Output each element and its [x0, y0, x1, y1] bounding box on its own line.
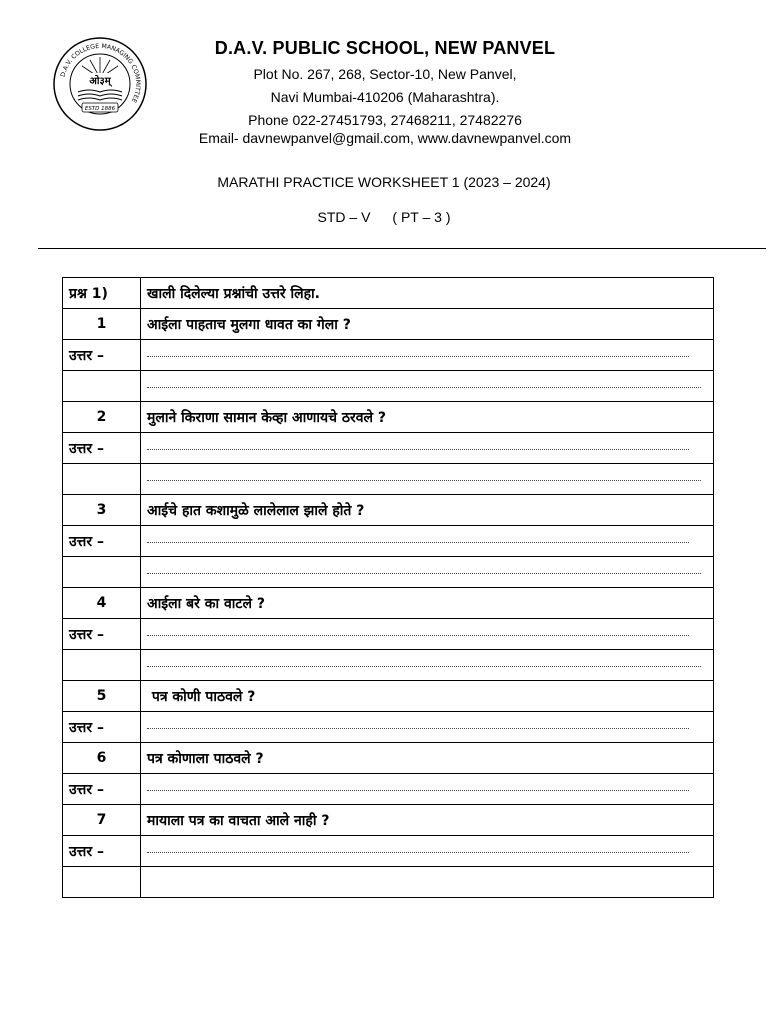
answer-line[interactable]: [141, 433, 714, 464]
answer-row: [63, 433, 714, 464]
dav-emblem-icon: [52, 36, 148, 132]
school-name: D.A.V. PUBLIC SCHOOL, NEW PANVEL: [214, 38, 556, 58]
empty-cell: [63, 867, 141, 898]
question-text: पत्र कोणी पाठवले ?: [141, 681, 714, 712]
answer-line[interactable]: [141, 371, 714, 402]
answer-row-extra: [63, 650, 714, 681]
empty-cell: [63, 371, 141, 402]
question-section-instruction: खाली दिलेल्या प्रश्नांची उत्तरे लिहा.: [141, 278, 714, 309]
question-text: मुलाने किराणा सामान केव्हा आणायचे ठरवले ?: [141, 402, 714, 433]
table-heading-row: [63, 278, 714, 309]
answer-line[interactable]: [141, 464, 714, 495]
question-row: [63, 402, 714, 433]
empty-cell: [63, 464, 141, 495]
logo-estd: ESTD 1886: [84, 106, 116, 112]
answer-label: उत्तर –: [63, 836, 141, 867]
email-line: Email- davnewpanvel@gmail.com, www.davnewpanvel.com: [198, 130, 572, 146]
question-table: [62, 277, 714, 898]
question-text: मायाला पत्र का वाचता आले नाही ?: [141, 805, 714, 836]
answer-row: [63, 619, 714, 650]
empty-cell: [63, 650, 141, 681]
answer-row-extra: [63, 371, 714, 402]
answer-row: [63, 774, 714, 805]
address-line-1: Plot No. 267, 268, Sector-10, New Panvel,: [253, 66, 517, 82]
answer-line[interactable]: [141, 340, 714, 371]
question-number: 3: [63, 495, 141, 526]
answer-line[interactable]: [141, 619, 714, 650]
question-row: [63, 588, 714, 619]
std-label: STD – V: [317, 209, 371, 225]
empty-cell: [141, 867, 714, 898]
address-line-2: Navi Mumbai-410206 (Maharashtra).: [270, 89, 500, 105]
question-section-label: प्रश्न 1): [63, 278, 141, 309]
answer-label: उत्तर –: [63, 433, 141, 464]
answer-row: [63, 526, 714, 557]
answer-row-extra: [63, 557, 714, 588]
pt-label: ( PT – 3 ): [392, 209, 451, 225]
answer-line[interactable]: [141, 836, 714, 867]
question-row: [63, 743, 714, 774]
question-number: 6: [63, 743, 141, 774]
question-number: 4: [63, 588, 141, 619]
question-number: 5: [63, 681, 141, 712]
empty-cell: [63, 557, 141, 588]
blank-row: [63, 867, 714, 898]
answer-row: [63, 712, 714, 743]
question-text: आईचे हात कशामुळे लालेलाल झाले होते ?: [141, 495, 714, 526]
question-row: [63, 805, 714, 836]
phone-line: Phone 022-27451793, 27468211, 27482276: [248, 112, 522, 128]
answer-line[interactable]: [141, 712, 714, 743]
answer-label: उत्तर –: [63, 712, 141, 743]
logo-center-text: ओ३म्: [89, 76, 111, 87]
answer-label: उत्तर –: [63, 619, 141, 650]
school-header: [150, 38, 620, 132]
header-divider: [38, 248, 766, 249]
question-text: आईला पाहताच मुलगा धावत का गेला ?: [141, 309, 714, 340]
question-number: 1: [63, 309, 141, 340]
question-text: पत्र कोणाला पाठवले ?: [141, 743, 714, 774]
answer-label: उत्तर –: [63, 526, 141, 557]
answer-line[interactable]: [141, 774, 714, 805]
question-row: [63, 309, 714, 340]
question-number: 2: [63, 402, 141, 433]
answer-label: उत्तर –: [63, 340, 141, 371]
answer-line[interactable]: [141, 557, 714, 588]
answer-row: [63, 836, 714, 867]
worksheet-std: [0, 209, 768, 225]
answer-line[interactable]: [141, 526, 714, 557]
answer-label: उत्तर –: [63, 774, 141, 805]
answer-line[interactable]: [141, 650, 714, 681]
question-row: [63, 681, 714, 712]
logo-ring-text: D.A.V. COLLEGE MANAGING COMMITTEE: [59, 42, 142, 104]
question-number: 7: [63, 805, 141, 836]
worksheet-title: MARATHI PRACTICE WORKSHEET 1 (2023 – 2024): [217, 174, 551, 190]
question-text: आईला बरे का वाटले ?: [141, 588, 714, 619]
answer-row: [63, 340, 714, 371]
question-row: [63, 495, 714, 526]
answer-row-extra: [63, 464, 714, 495]
